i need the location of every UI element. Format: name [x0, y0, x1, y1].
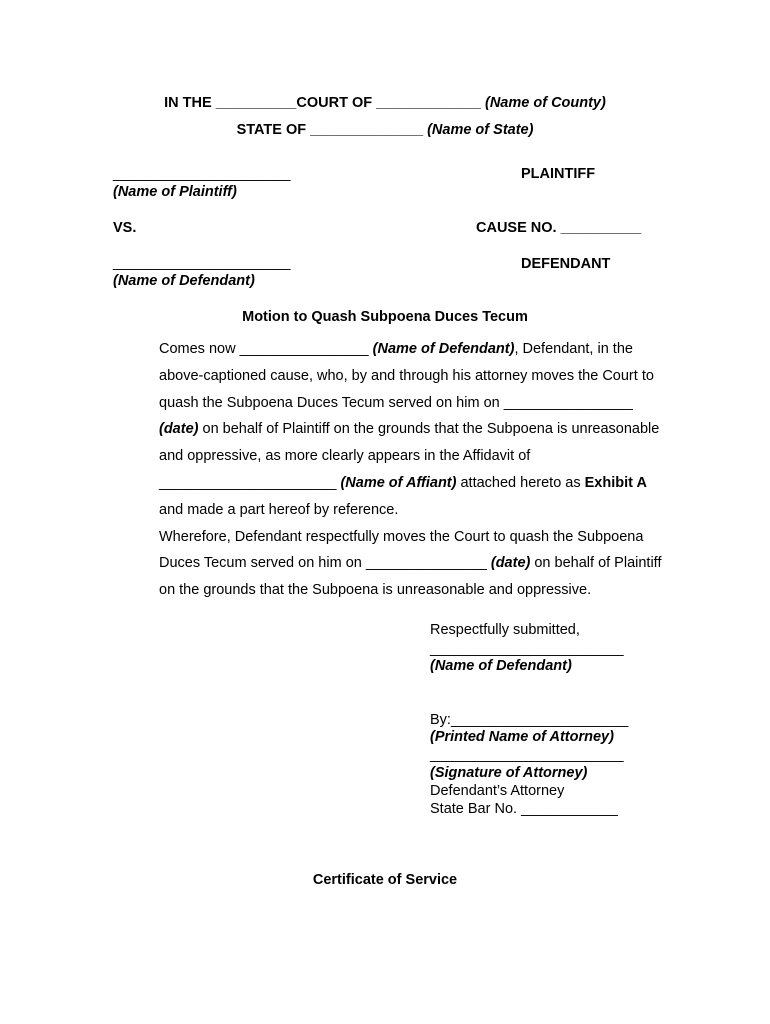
- court-of-label: COURT OF: [296, 95, 373, 111]
- affiant-blank: ______________________: [159, 474, 337, 491]
- court-name-blank: __________: [215, 95, 297, 111]
- vs-label: VS.: [113, 220, 137, 236]
- bar-blank: ____________: [521, 801, 618, 817]
- service-date-blank: ________________: [503, 394, 633, 411]
- court-line: [0, 94, 770, 112]
- defendant-name-hint: (Name of Defendant): [372, 341, 515, 357]
- attorney-signature-hint: (Signature of Attorney): [430, 765, 588, 781]
- cause-number: [476, 219, 641, 237]
- printed-name-hint: (Printed Name of Attorney): [430, 729, 614, 745]
- attorney-role: Defendant’s Attorney: [430, 783, 565, 799]
- service-date-hint: (date): [159, 421, 199, 438]
- plaintiff-hint: (Name of Plaintiff): [113, 184, 237, 200]
- defendant-blank: ______________________: [113, 255, 291, 271]
- defendant-signature-line: ________________________: [430, 641, 624, 657]
- cause-no-blank: __________: [560, 220, 642, 236]
- plaintiff-blank: ______________________: [113, 166, 291, 182]
- defendant-signature-hint: (Name of Defendant): [430, 658, 572, 674]
- defendant-label: DEFENDANT: [521, 256, 611, 272]
- state-bar-number: [430, 800, 618, 818]
- date-blank-2: _______________: [365, 555, 487, 572]
- exhibit-label: Exhibit A: [584, 474, 647, 491]
- paragraph-2: Wherefore, Defendant respectfully moves the Court to quash the Subpoena Duces Tecum served on him on _______________ (date) on behalf of Plaintiff on the grounds that the Subpoena is unreasonable and oppressive.: [159, 528, 662, 599]
- county-blank: _____________: [376, 95, 481, 111]
- paragraph-1: Comes now ________________ (Name of Defendant), Defendant, in the above-captioned cause, who, by and through his attorney moves the Court to quash the Subpoena Duces Tecum served on him on ________________ (date) on behalf of Plaintiff on the grounds that the Subpoena is unreasonable and oppressive, as more clearly appears in the Affidavit of ______________________ (Name of Affiant) attached hereto as Exhibit A and made a part hereof by reference.: [159, 341, 660, 518]
- date-hint-2: (date): [490, 555, 531, 572]
- bar-label: State Bar No.: [430, 801, 518, 817]
- county-hint: (Name of County): [485, 95, 606, 111]
- motion-title: Motion to Quash Subpoena Duces Tecum: [242, 309, 528, 325]
- by-label: By:: [430, 712, 451, 728]
- by-line: [430, 711, 628, 729]
- state-line: [0, 121, 770, 139]
- attorney-signature-line: ________________________: [430, 747, 624, 763]
- motion-body: [113, 336, 673, 604]
- plaintiff-label: PLAINTIFF: [521, 166, 596, 182]
- state-hint: (Name of State): [427, 122, 534, 138]
- by-blank: ______________________: [450, 712, 629, 728]
- defendant-name-blank: ________________: [239, 341, 369, 357]
- defendant-hint: (Name of Defendant): [113, 273, 255, 289]
- state-of-label: STATE OF: [236, 122, 307, 138]
- respectfully-submitted: Respectfully submitted,: [430, 622, 580, 638]
- state-blank: ______________: [310, 122, 424, 138]
- affiant-hint: (Name of Affiant): [340, 474, 457, 491]
- cause-no-label: CAUSE NO.: [476, 220, 557, 236]
- in-the-label: IN THE: [164, 95, 212, 111]
- certificate-title: Certificate of Service: [312, 872, 458, 888]
